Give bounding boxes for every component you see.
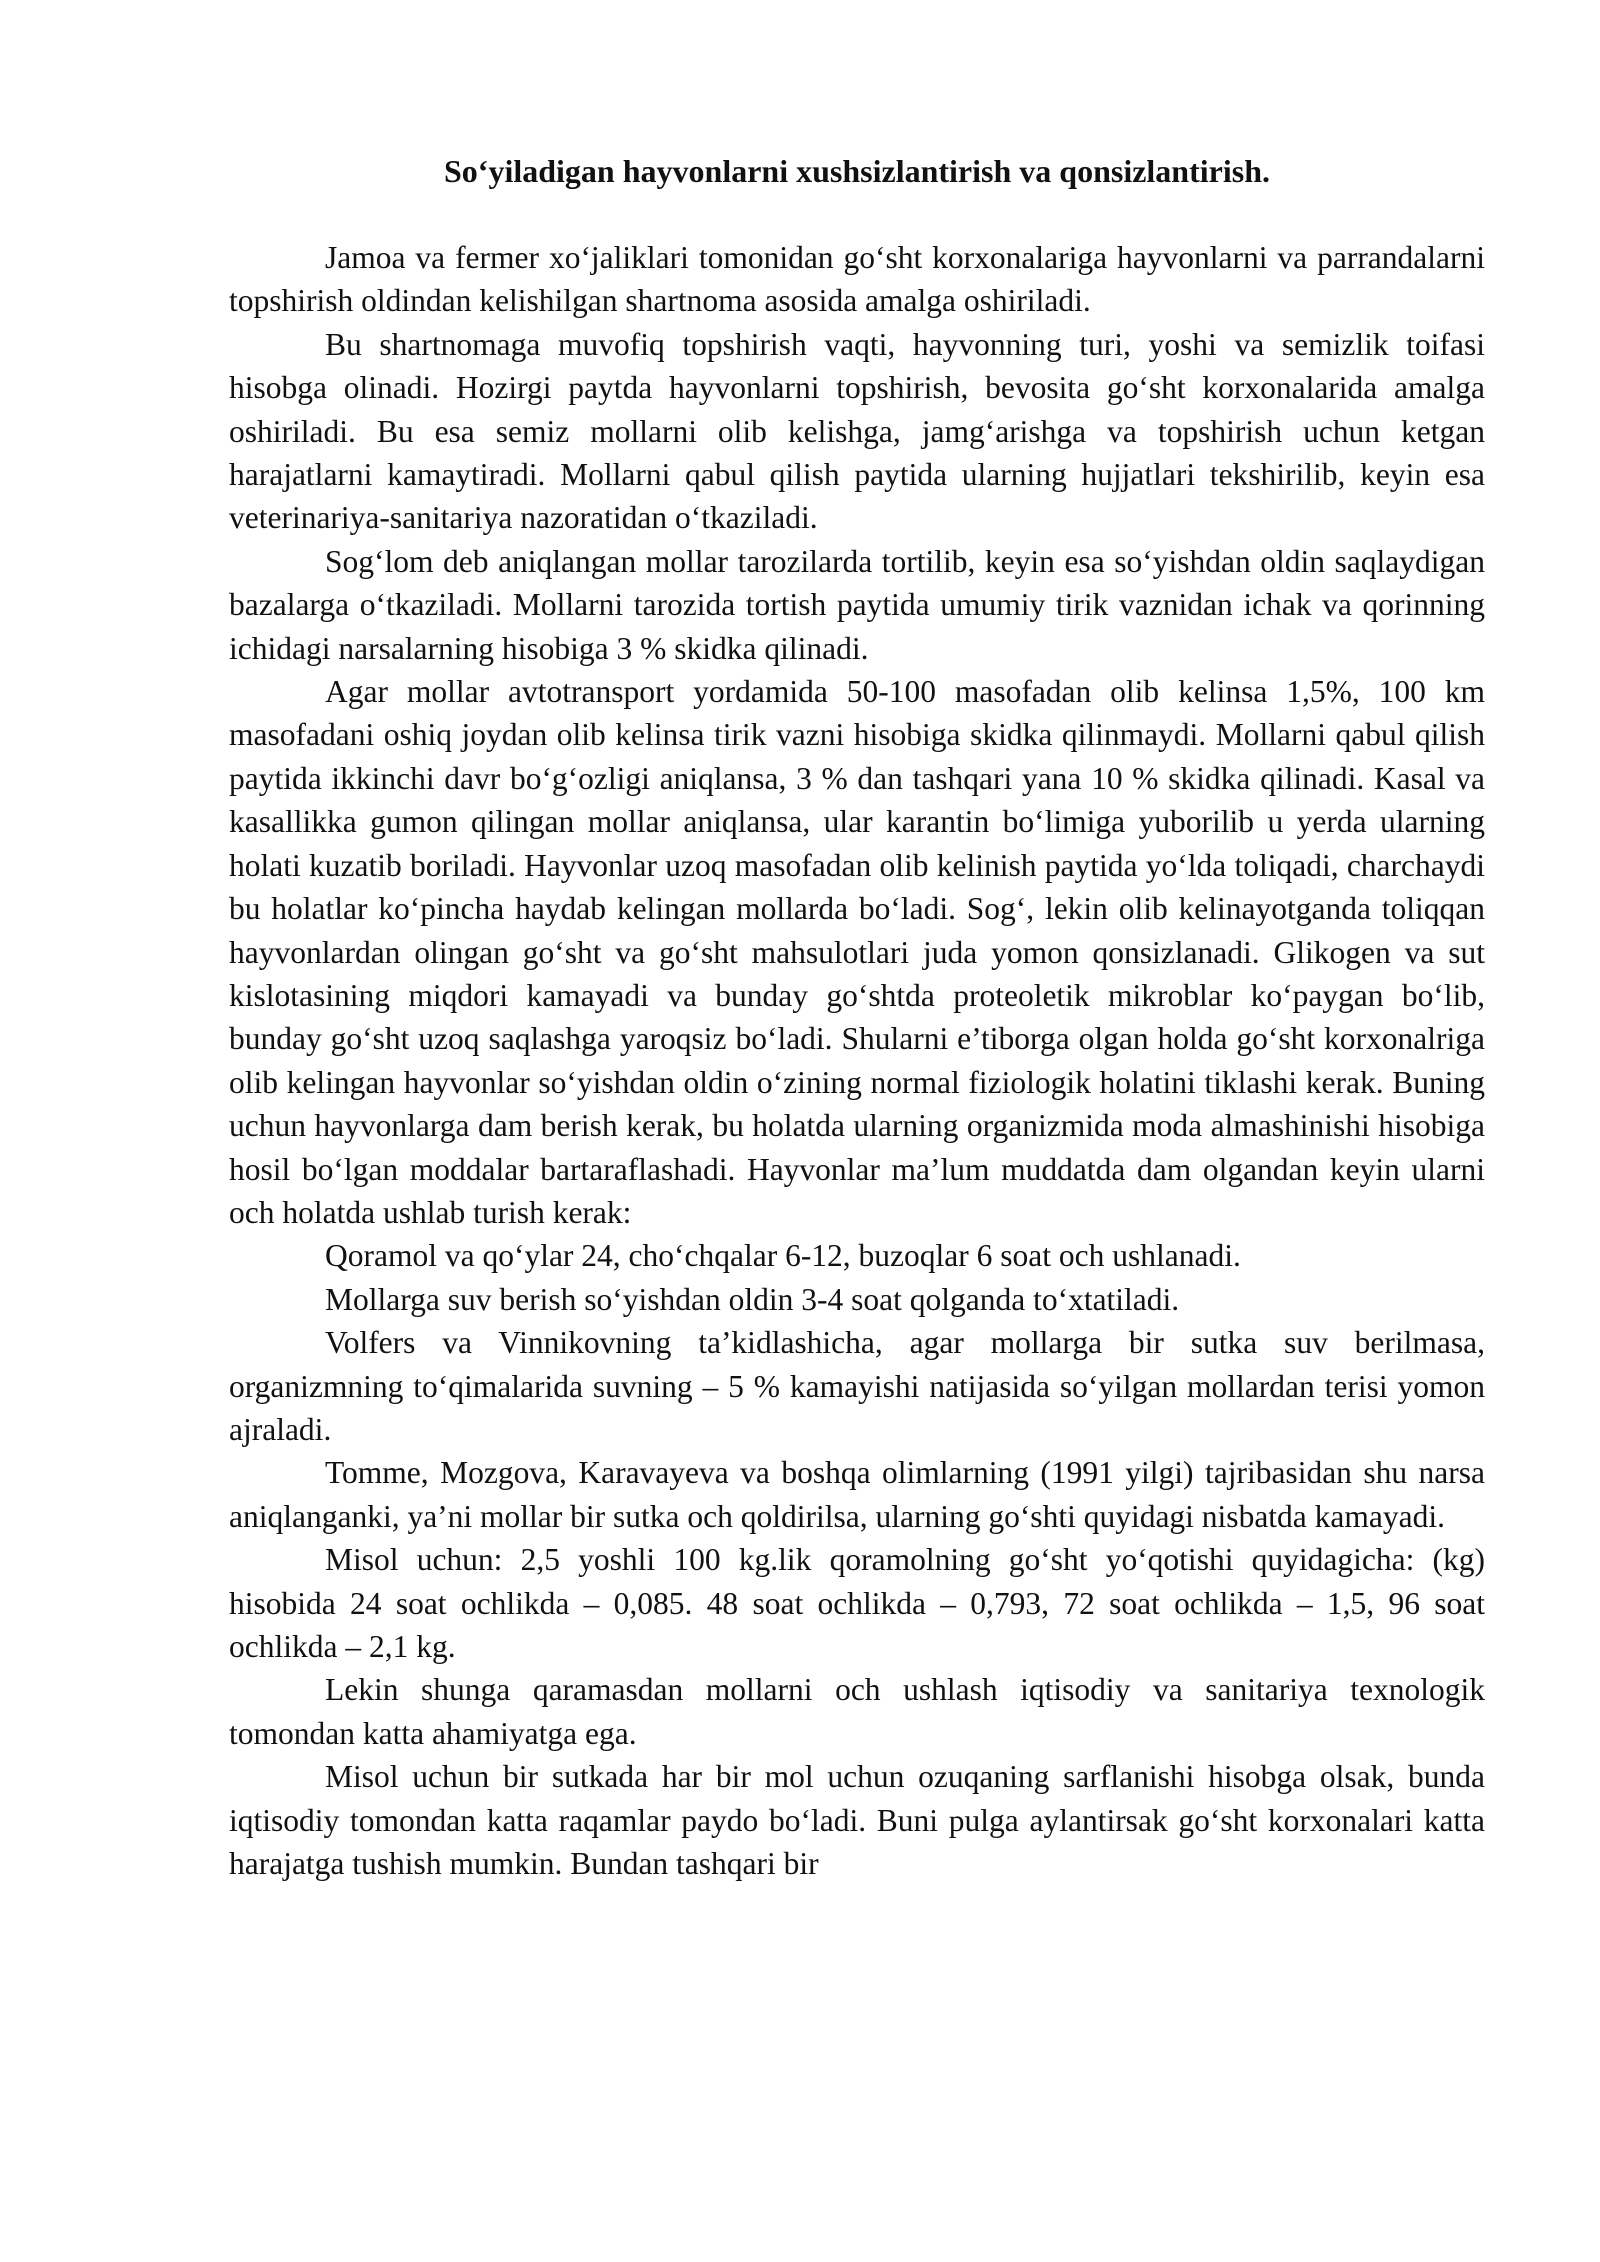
paragraph: Qoramol va qo‘ylar 24, cho‘chqalar 6-12, buzoqlar 6 soat och ushlanadi. — [325, 1238, 1241, 1274]
document-title: So‘yiladigan hayvonlarni xushsizlantirish va qonsizlantirish. — [444, 153, 1270, 189]
paragraph: Tomme, Mozgova, Karavayeva va boshqa olimlarning (1991 yilgi) tajribasidan shu narsa aniqlanganki, ya’ni mollar bir sutka och qoldirilsa, ularning go‘shti quyidagi nisbatda kamayadi. — [229, 1455, 1485, 1534]
document-body — [229, 236, 1485, 1885]
paragraph: Lekin shunga qaramasdan mollarni och ushlash iqtisodiy va sanitariya texnologik tomondan katta ahamiyatga ega. — [229, 1672, 1485, 1751]
document-page — [229, 150, 1485, 1885]
paragraph: Volfers va Vinnikovning ta’kidlashicha, agar mollarga bir sutka suv berilmasa, organizmning to‘qimalarida suvning – 5 % kamayishi natijasida so‘yilgan mollardan terisi yomon ajraladi. — [229, 1325, 1485, 1447]
paragraph: Misol uchun: 2,5 yoshli 100 kg.lik qoramolning go‘sht yo‘qotishi quyidagicha: (kg) hisobida 24 soat ochlikda – 0,085. 48 soat ochlikda – 0,793, 72 soat ochlikda – 1,5, 96 soat ochlikda – 2,1 kg. — [229, 1542, 1485, 1664]
paragraph: Sog‘lom deb aniqlangan mollar tarozilarda tortilib, keyin esa so‘yishdan oldin saqlaydigan bazalarga o‘tkaziladi. Mollarni tarozida tortish paytida umumiy tirik vaznidan ichak va qorinning ichidagi narsalarning hisobiga 3 % skidka qilinadi. — [229, 543, 1485, 666]
paragraph: Bu shartnomaga muvofiq topshirish vaqti, hayvonning turi, yoshi va semizlik toifasi hisobga olinadi. Hozirgi paytda hayvonlarni topshirish, bevosita go‘sht korxonalarida amalga oshiriladi. Bu esa semiz mollarni olib kelishga, jamg‘arishga va topshirish uchun ketgan harajatlarni kamaytiradi. Mollarni qabul qilish paytida ularning hujjatlari tekshirilib, keyin esa veterinariya-sanitariya nazoratidan o‘tkaziladi. — [229, 326, 1485, 536]
paragraph: Jamoa va fermer xo‘jaliklari tomonidan go‘sht korxonalariga hayvonlarni va parrandalarni topshirish oldindan kelishilgan shartnoma asosida amalga oshiriladi. — [229, 240, 1485, 319]
paragraph: Agar mollar avtotransport yordamida 50-100 masofadan olib kelinsa 1,5%, 100 km masofadani oshiq joydan olib kelinsa tirik vazni hisobiga skidka qilinmaydi. Mollarni qabul qilish paytida ikkinchi davr bo‘g‘ozligi aniqlansa, 3 % dan tashqari yana 10 % skidka qilinadi. Kasal va kasallikka gumon qilingan mollar aniqlansa, ular karantin bo‘limiga yuborilib u yerda ularning holati kuzatib boriladi. Hayvonlar uzoq masofadan olib kelinish paytida yo‘lda toliqadi, charchaydi bu holatlar ko‘pincha haydab kelingan mollarda bo‘ladi. Sog‘, lekin olib kelinayotganda toliqqan hayvonlardan olingan go‘sht va go‘sht mahsulotlari juda yomon qonsizlanadi. Glikogen va sut kislotasining miqdori kamayadi va bunday go‘shtda proteoletik mikroblar ko‘paygan bo‘lib, bunday go‘sht uzoq saqlashga yaroqsiz bo‘ladi. Shularni e’tiborga olgan holda go‘sht korxonalriga olib kelingan hayvonlar so‘yishdan oldin o‘zining normal fiziologik holatini tiklashi kerak. Buning uchun hayvonlarga dam berish kerak, bu holatda ularning organizmida moda almashinishi hisobiga hosil bo‘lgan moddalar bartaraflashadi. Hayvonlar ma’lum muddatda dam olgandan keyin ularni och holatda ushlab turish kerak: — [229, 674, 1485, 1230]
paragraph: Misol uchun bir sutkada har bir mol uchun ozuqaning sarflanishi hisobga olsak, bunda iqtisodiy tomondan katta raqamlar paydo bo‘ladi. Buni pulga aylantirsak go‘sht korxonalari katta harajatga tushish mumkin. Bundan tashqari bir — [229, 1759, 1485, 1882]
paragraph: Mollarga suv berish so‘yishdan oldin 3-4 soat qolganda to‘xtatiladi. — [325, 1281, 1180, 1317]
